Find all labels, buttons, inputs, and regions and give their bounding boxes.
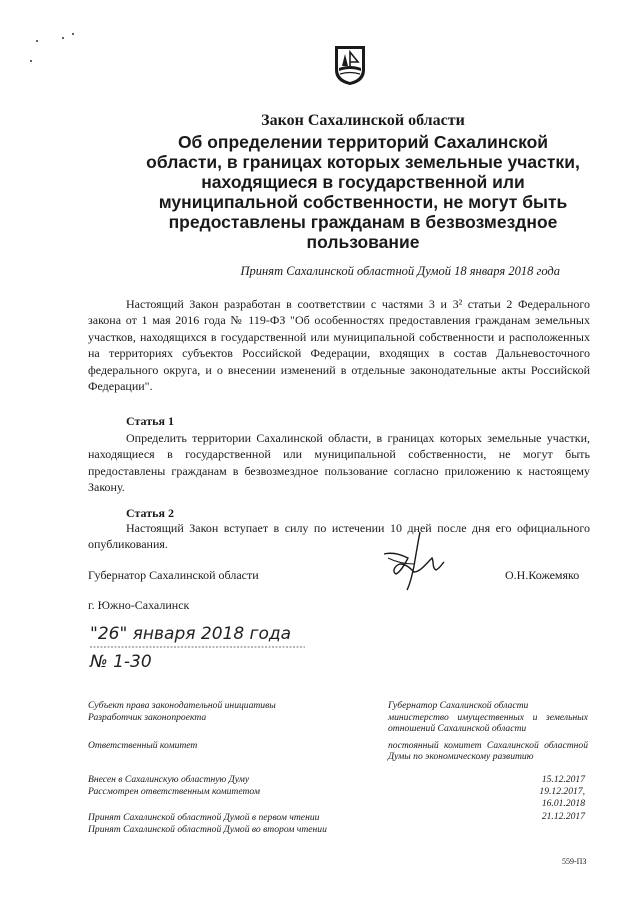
handwritten-signature [370, 528, 450, 594]
preamble-text: Настоящий Закон разработан в соответствии с частями 3 и 3² статьи 2 Федерального закона от 1 мая 2016 года № 119-ФЗ "Об особенностях предоставления гражданам земельных участков, находящихся в государственной или муниципальной собственности и расположенных на территориях субъектов Российской Федерации, входящих в состав Дальневосточного федерального округа, и о внесении изменений в отдельные законодательные акты Российской Федерации". [88, 297, 590, 394]
article-2 [88, 520, 590, 553]
footer-committee-label: Ответственный комитет [88, 740, 198, 751]
footer-entry-date: 21.12.2017 [541, 811, 585, 822]
preamble [88, 296, 590, 394]
footer-entry-label: Внесен в Сахалинскую областную Думу [88, 774, 250, 785]
footer-subject-label: Субъект права законодательной инициативы [88, 700, 276, 711]
footer-entry-date: 16.01.2018 [541, 798, 585, 809]
footer-subject-value: Губернатор Сахалинской области [388, 700, 529, 711]
law-title: Закон Сахалинской области [261, 112, 465, 129]
article-2-text: Настоящий Закон вступает в силу по истечении 10 дней после дня его официального опубликования. [88, 521, 590, 552]
footer-entry-label: Принят Сахалинской областной Думой во втором чтении [88, 824, 327, 835]
footer-developer-label: Разработчик законопроекта [88, 712, 207, 723]
footer-entry-date: 19.12.2017, [539, 786, 585, 797]
footer-entry-label: Принят Сахалинской областной Думой в первом чтении [88, 812, 320, 823]
article-1-text: Определить территории Сахалинской области, в границах которых земельные участки, находящиеся в государственной или муниципальной собственности, не могут быть предоставлены гражданам в безвозмездное пользование согласно приложению к настоящему Закону. [88, 431, 590, 495]
article-1 [88, 430, 590, 496]
governor-position: Губернатор Сахалинской области [88, 568, 259, 582]
article-2-title: Статья 2 [126, 506, 174, 520]
signing-city: г. Южно-Сахалинск [88, 598, 190, 612]
coat-of-arms-icon [333, 44, 367, 86]
footer-entry-date: 15.12.2017 [541, 774, 585, 785]
scan-speck [72, 33, 74, 35]
scan-speck [30, 60, 32, 62]
date-underline [90, 645, 305, 649]
footer-committee-value: постоянный комитет Сахалинской областной Думы по экономическому развитию [388, 740, 588, 763]
scan-speck [62, 37, 64, 39]
governor-name: О.Н.Кожемяко [505, 568, 580, 582]
document-code: 559-ПЗ [562, 857, 587, 866]
handwritten-date: "26" января 2018 года [90, 624, 292, 644]
article-1-title: Статья 1 [126, 414, 174, 428]
footer-developer-value: министерство имущественных и земельных отношений Сахалинской области [388, 712, 588, 735]
law-number: № 1-30 [90, 652, 152, 672]
adoption-line: Принят Сахалинской областной Думой 18 января 2018 года [240, 264, 560, 278]
footer-entry-label: Рассмотрен ответственным комитетом [88, 786, 260, 797]
law-subtitle: Об определении территорий Сахалинской области, в границах которых земельные участки, находящиеся в государственной или муниципальной собственности, не могут быть предоставлены гражданам в безвозмездное пользование [146, 132, 580, 252]
scan-speck [36, 40, 38, 42]
